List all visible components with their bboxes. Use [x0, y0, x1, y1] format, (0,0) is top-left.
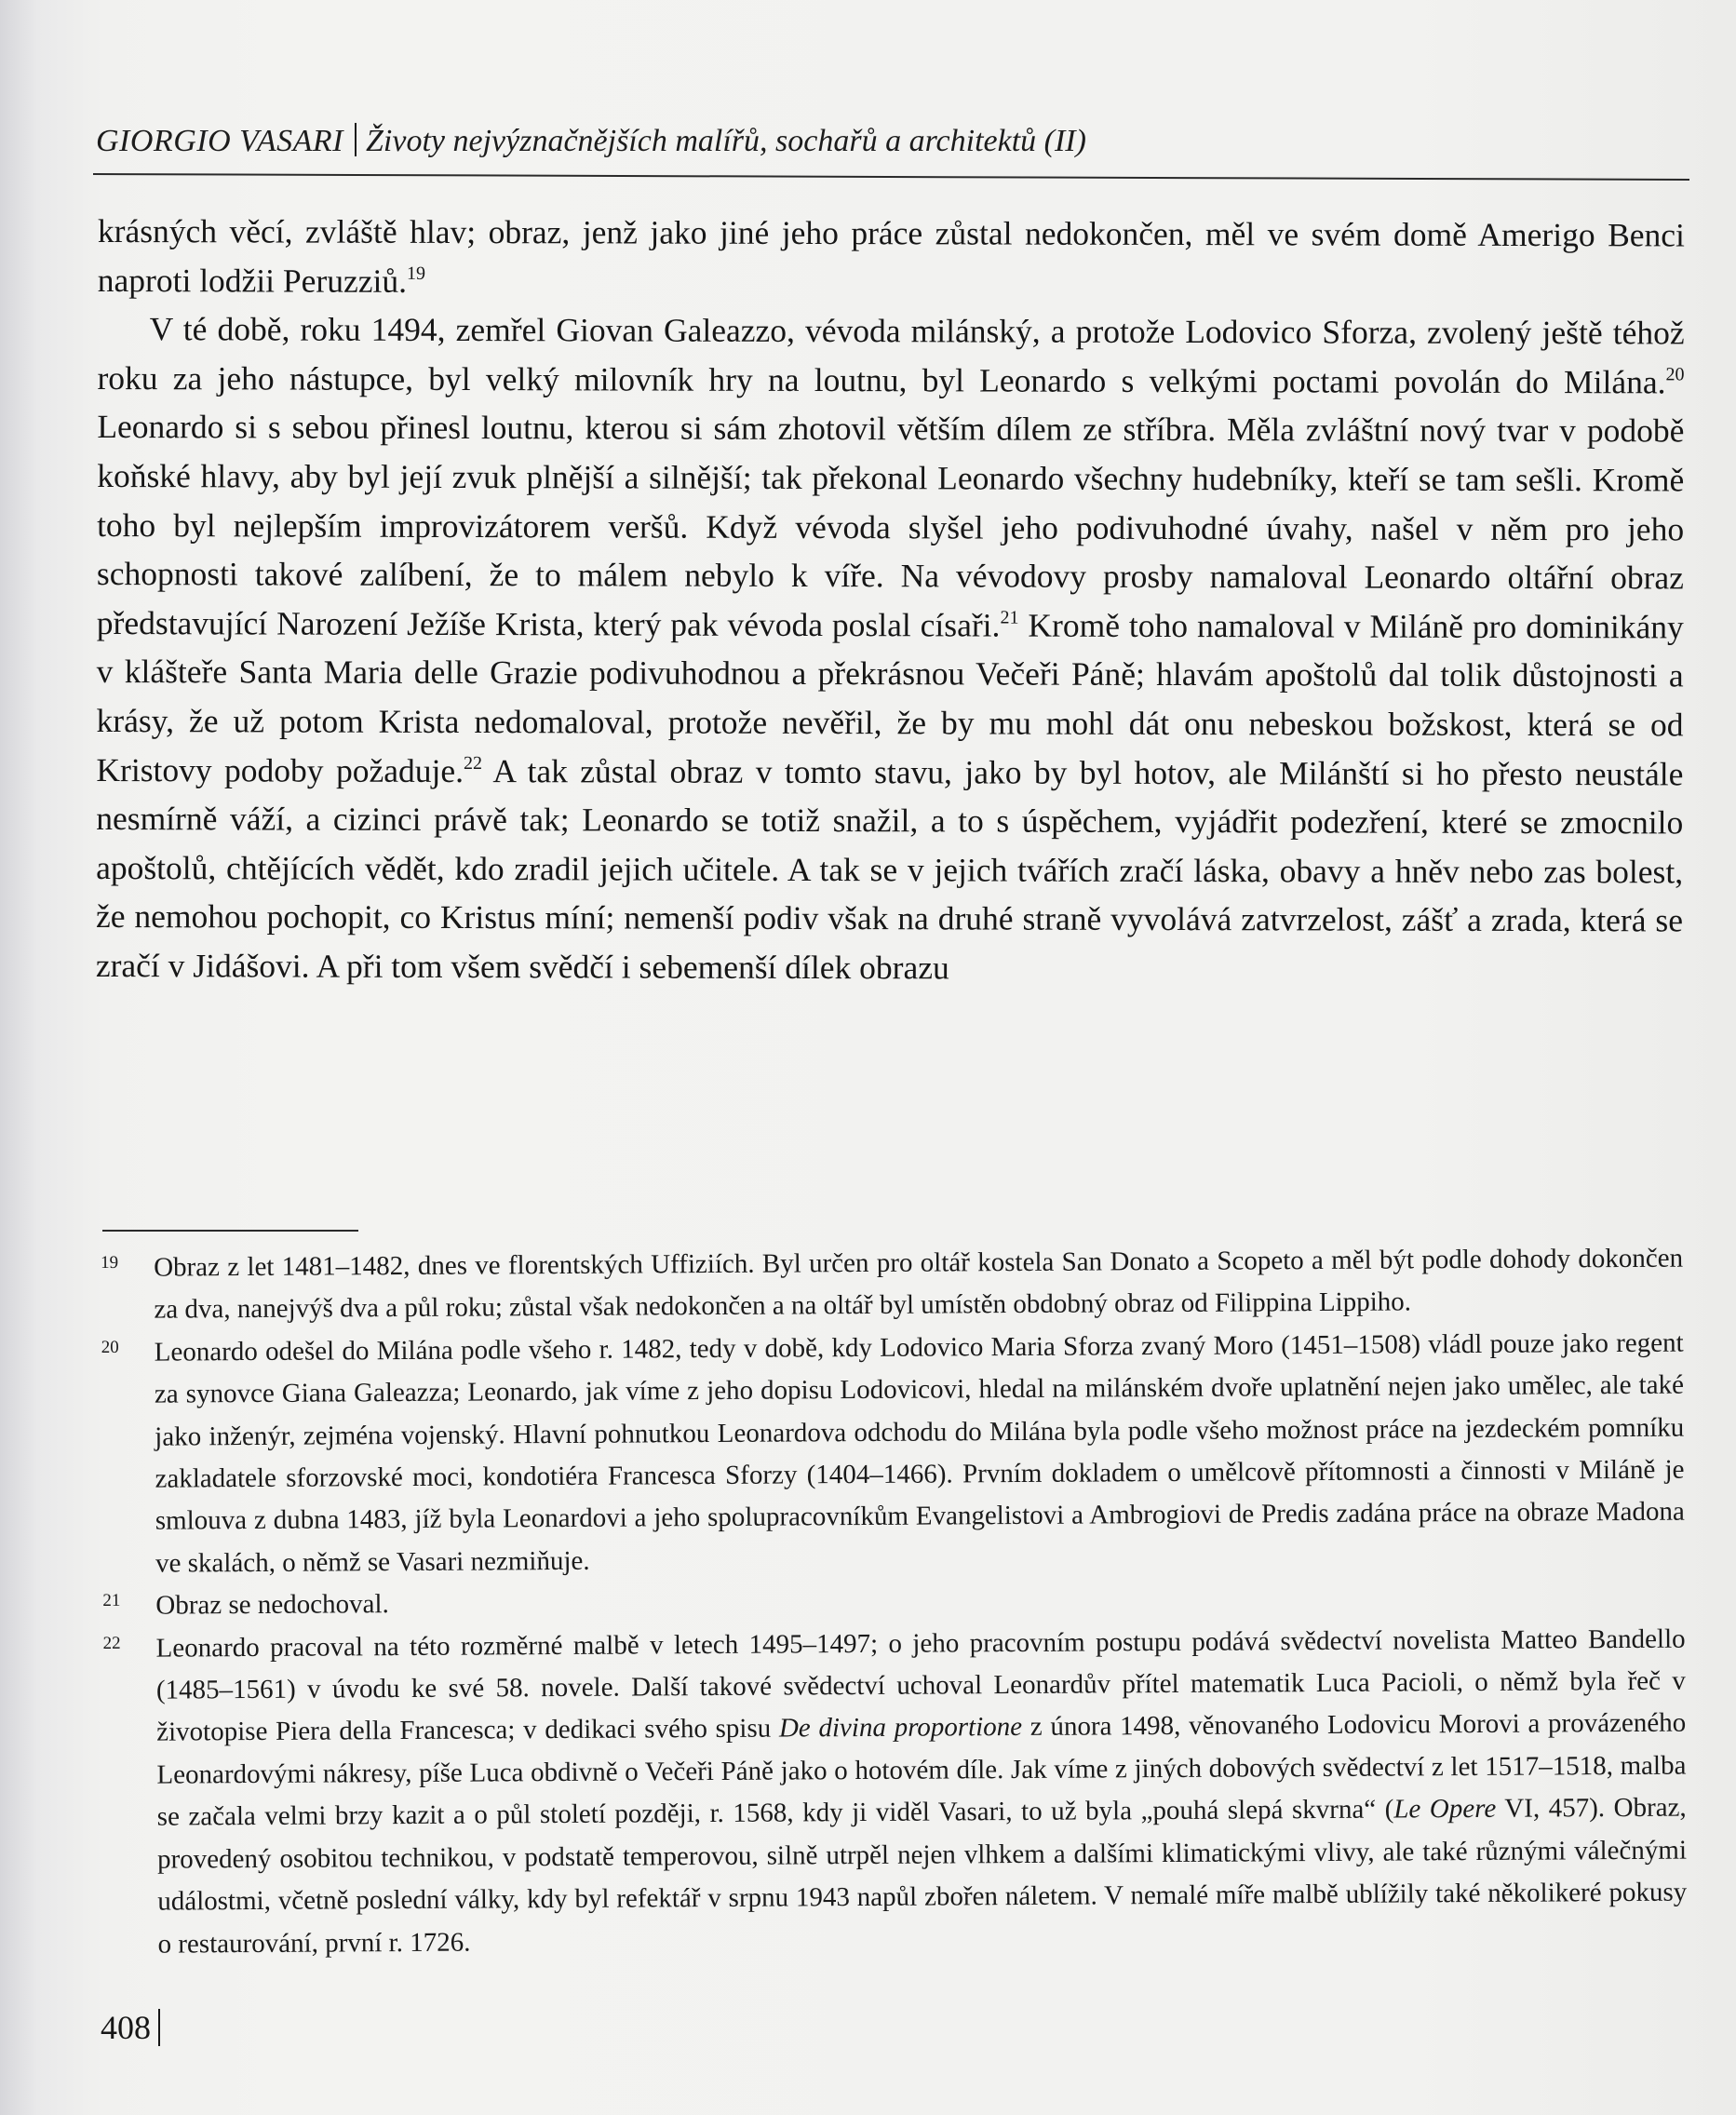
footnote-19: [101, 1238, 1684, 1332]
paragraph-2-part-a: V té době, roku 1494, zemřel Giovan Galeazzo, vévoda milánský, a protože Lodovico Sforza, zvolený ještě téhož roku za jeho nástupce, byl velký milovník hry na loutnu, byl Leonardo s velkými poctami povolán do Milána.: [97, 310, 1685, 401]
paragraph-2-part-c: Kromě toho namaloval v Miláně pro dominikány v klášteře Santa Maria delle Grazie podivuhodnou a překrásnou Večeři Páně; hlavám apoštolů dal tolik důstojnosti a krásy, že už potom Krista nedomaloval, protože nevěřil, že by mu mohl dát onu nebeskou božskost, která se od Kristovy podoby požaduje.: [96, 606, 1684, 789]
footnote-text: Leonardo odešel do Milána podle všeho r. 1482, tedy v době, kdy Lodovico Maria Sforza zvaný Moro (1451–1508) vládl pouze jako regent za synovce Giana Galeazza; Leonardo, jak víme z jeho dopisu Lodovicovi, hledal na milánském dvoře uplatnění nejen jako umělec, ale také jako inženýr, zejména vojenský. Hlavní pohnutkou Leonardova odchodu do Milána byla podle všeho možnost práce na jezdeckém pomníku zakladatele sforzovské moci, kondotiéra Francesca Sforzy (1404–1466). Prvním dokladem o umělcově přítomnosti a činnosti v Miláně je smlouva z dubna 1483, jíž byla Leonardovi a jeho spolupracovníkům Evangelistovi a Ambrogiovi de Predis zadána práce na obraze Madona ve skalách, o němž se Vasari nezmiňuje.: [154, 1327, 1685, 1579]
footnote-ref-19: 19: [407, 263, 426, 284]
footnote-text: Obraz z let 1481–1482, dnes ve florentských Uffiziích. Byl určen pro oltář kostela San Donato a Scopeto a měl být podle dohody dokončen za dva, nanejvýš dva a půl roku; zůstal však nedokončen a na oltář byl umístěn obdobný obraz od Filippina Lippiho.: [154, 1243, 1684, 1326]
main-text: [96, 207, 1685, 994]
footnote-22-part-a: Leonardo pracoval na této rozměrné malbě v letech 1495–1497; o jeho pracovním postupu podává svědectví novelista Matteo Bandello (1485–1561) v úvodu ke své 58. novele. Další takové svědectví uchoval Leonardův přítel matematik Luca Pacioli, o němž byla řeč v životopise Piera della Francesca; v dedikaci svého spisu: [155, 1623, 1686, 1748]
header-rule: [93, 173, 1689, 181]
paragraph-2-part-b: Leonardo si s sebou přinesl loutnu, kterou si sám zhotovil větším dílem ze stříbra. Měla zvláštní nový tvar v podobě koňské hlavy, aby byl její zvuk plnější a silnější; tak překonal Leonardo všechny hudebníky, kteří se tam sešli. Kromě toho byl nejlepším improvizátorem veršů. Když vévoda slyšel jeho podivuhodné úvahy, našel v něm pro jeho schopnosti takové zalíbení, že to málem nebylo k víře. Na vévodovy prosby namaloval Leonardo oltářní obraz představující Narození Ježíše Krista, který pak vévoda poslal císaři.: [96, 408, 1685, 644]
page-number: [101, 2008, 160, 2047]
footnote-text: [155, 1618, 1687, 1965]
paragraph-2-part-d: A tak zůstal obraz v tomto stavu, jako by byl hotov, ale Milánští si ho přesto neustále nesmírně váží, a cizinci právě tak; Leonardo se totiž snažil, a to s úspěchem, vyjádřit podezření, které se zmocnilo apoštolů, chtějících vědět, kdo zradil jejich učitele. A tak se v jejich tvářích zračí láska, obavy a hněv nebo zas bolest, že nemohou pochopit, co Kristus míní; nemenší podiv však na druhé straně vyvolává zatvrzelost, zášť a zrada, která se zračí v Jidášovi. A při tom všem svědčí i sebemenší dílek obrazu: [95, 751, 1684, 987]
footnote-22-part-c: VI, 457). Obraz, provedený osobitou technikou, v podstatě temperovou, silně utrpěl nejen vlhkem a dalšími klimatickými vlivy, ale také různými válečnými událostmi, včetně poslední války, kdy byl refektář v srpnu 1943 napůl zbořen náletem. V nemalé míře malbě ublížily také několikeré pokusy o restaurování, první r. 1726.: [156, 1792, 1688, 1960]
footnote-number: 21: [102, 1591, 121, 1611]
footnote-number: 19: [101, 1252, 119, 1273]
paragraph-2: [96, 304, 1685, 994]
footnote-22-work-title: De divina proportione: [778, 1712, 1023, 1745]
footnote-22-part-b: z února 1498, věnovaného Lodovicu Morovi a provázeného Leonardovými nákresy, píše Luca obdivně o Večeři Páně jako o hotovém díle. Jak víme z jiných dobových svědectví z let 1517–1518, malba se začala velmi brzy kazit a o půl století později, r. 1568, kdy ji viděl Vasari, to už byla „pouhá slepá skvrna“ (: [156, 1708, 1687, 1832]
paragraph-1-text: krásných věcí, zvláště hlav; obraz, jenž jako jiné jeho práce zůstal nedokončen, měl ve svém domě Amerigo Benci naproti lodžii Peruzziů.: [97, 211, 1685, 300]
footnote-number: 22: [102, 1633, 121, 1653]
footnotes: [101, 1238, 1688, 1966]
footnote-text: Obraz se nedochoval.: [155, 1589, 389, 1621]
footnote-ref-21: 21: [1000, 607, 1019, 628]
header-author: GIORGIO VASARI: [96, 124, 344, 158]
footnote-number: 20: [101, 1337, 119, 1357]
running-header: [96, 123, 1688, 169]
footnote-22-source-title: Le Opere: [1393, 1794, 1497, 1825]
footnote-22: [102, 1618, 1687, 1966]
header-separator: [355, 123, 357, 156]
paragraph-1: [98, 207, 1685, 309]
footnote-20: [101, 1322, 1686, 1585]
page-number-value: 408: [101, 2009, 151, 2046]
footnote-rule: [102, 1230, 358, 1232]
header-title: Životy nejvýznačnějších malířů, sochařů a architektů (II): [366, 124, 1086, 158]
footnote-ref-22: 22: [463, 752, 483, 774]
page-number-bar: [158, 2009, 160, 2046]
footnote-ref-20: 20: [1665, 364, 1685, 385]
